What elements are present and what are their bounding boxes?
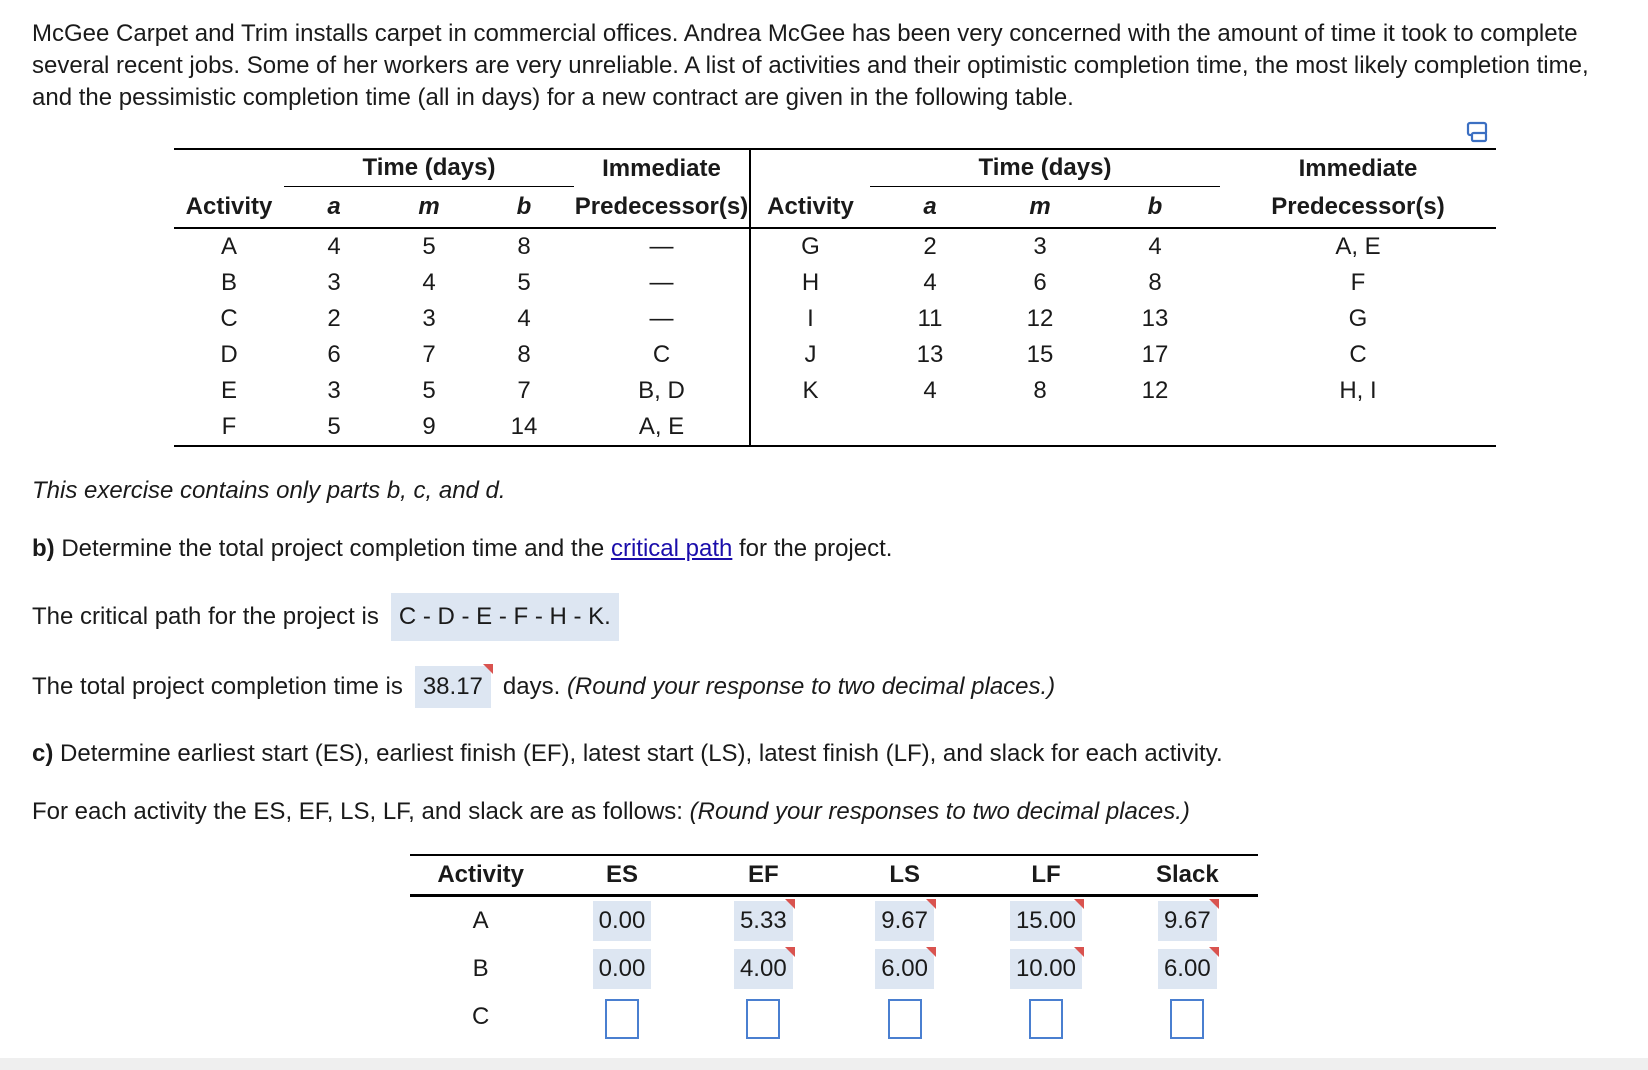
- activity-cell: A: [220, 233, 237, 260]
- activity-cell: F: [221, 413, 237, 440]
- activity-header-right: Activity: [750, 187, 870, 229]
- predecessor-header-right: Predecessor(s): [1271, 192, 1445, 220]
- b-cell: 7: [517, 377, 531, 404]
- a-header-left: a: [327, 193, 341, 220]
- a-cell: 3: [327, 269, 341, 296]
- time-days-header-right: Time (days): [870, 149, 1220, 187]
- part-b-label: b): [32, 535, 55, 562]
- part-c-prompt: [32, 740, 1223, 768]
- table-row: [410, 945, 1258, 993]
- activity-cell: B: [472, 955, 489, 982]
- foreach-instruction: [32, 798, 1190, 826]
- m-cell: 7: [422, 341, 436, 368]
- pred-cell: —: [649, 269, 674, 296]
- incorrect-flag-icon: [1074, 899, 1084, 909]
- foreach-hint: (Round your responses to two decimal places.): [689, 798, 1190, 825]
- critical-path-row: [32, 592, 619, 642]
- immediate-header-left: Immediate: [602, 154, 721, 182]
- activity-cell: D: [220, 341, 238, 368]
- activity-cell: G: [750, 228, 870, 265]
- pred-cell: H, I: [1339, 377, 1377, 404]
- pred-cell: A, E: [638, 413, 685, 440]
- pred-cell: C: [652, 341, 671, 368]
- pred-cell: G: [1348, 305, 1368, 332]
- table-row: [410, 896, 1258, 946]
- es-answer[interactable]: 0.00: [593, 949, 652, 989]
- total-time-answer[interactable]: [415, 666, 491, 708]
- ls-value: 6.00: [881, 955, 928, 982]
- slack-value: 9.67: [1163, 907, 1211, 934]
- a-cell: 11: [917, 305, 943, 332]
- pred-cell: A, E: [1335, 233, 1381, 260]
- part-b-text-after: for the project.: [739, 535, 893, 562]
- a-cell: 4: [923, 269, 937, 296]
- m-cell: [990, 409, 1090, 446]
- a-cell: 4: [327, 233, 341, 260]
- slack-input[interactable]: [1170, 999, 1204, 1039]
- activity-cell: A: [472, 907, 489, 934]
- m-cell: 4: [422, 269, 436, 296]
- ef-column-header: EF: [747, 861, 779, 888]
- problem-intro: McGee Carpet and Trim installs carpet in commercial offices. Andrea McGee has been very concerned with the amount of time it took to complete several recent jobs. Some of her workers are very unreliable. A list of activities and their optimistic completion time, the most likely completion time, and the pessimistic completion time (all in days) for a new contract are given in the following table.: [32, 20, 1589, 111]
- m-header-right: m: [1029, 193, 1051, 220]
- pred-cell: —: [649, 305, 674, 332]
- ls-column-header: LS: [889, 861, 920, 888]
- m-cell: 3: [422, 305, 436, 332]
- incorrect-flag-icon: [1074, 947, 1084, 957]
- foreach-text: For each activity the ES, EF, LS, LF, and slack are as follows:: [32, 798, 683, 825]
- total-time-hint: (Round your response to two decimal places.): [566, 673, 1056, 700]
- b-cell: 14: [510, 413, 538, 440]
- b-header-left: b: [516, 193, 532, 220]
- ls-input[interactable]: [888, 999, 922, 1039]
- m-cell: 3: [1033, 233, 1047, 260]
- a-cell: 6: [327, 341, 341, 368]
- print-icon[interactable]: [1466, 121, 1490, 143]
- predecessor-header-left: Predecessor(s): [574, 192, 749, 220]
- a-header-right: a: [923, 193, 937, 220]
- lf-answer[interactable]: [1010, 901, 1082, 941]
- activity-cell: C: [220, 305, 238, 332]
- m-cell: 6: [1033, 269, 1047, 296]
- m-cell: 8: [1033, 377, 1047, 404]
- activity-header-left: Activity: [185, 192, 273, 220]
- table-row: [174, 228, 1496, 265]
- activity-cell: J: [750, 337, 870, 373]
- activity-cell: [750, 409, 870, 446]
- schedule-table: [410, 854, 1258, 1041]
- a-cell: [870, 409, 990, 446]
- total-time-prefix: The total project completion time is: [32, 673, 403, 700]
- m-cell: 15: [1026, 341, 1054, 368]
- activity-table: [174, 148, 1496, 447]
- activity-cell: I: [750, 301, 870, 337]
- table-row: [174, 337, 1496, 373]
- m-cell: 12: [1026, 305, 1054, 332]
- part-b-prompt: [32, 535, 892, 563]
- lf-input[interactable]: [1029, 999, 1063, 1039]
- incorrect-flag-icon: [1209, 899, 1219, 909]
- b-cell: 17: [1141, 341, 1169, 368]
- part-c-label: c): [32, 740, 54, 767]
- slack-column-header: Slack: [1155, 861, 1219, 888]
- critical-path-answer[interactable]: C - D - E - F - H - K.: [391, 593, 619, 641]
- total-time-value: 38.17: [422, 673, 483, 700]
- a-cell: 3: [327, 377, 341, 404]
- ef-input[interactable]: [746, 999, 780, 1039]
- table-row: [174, 265, 1496, 301]
- table-row: [174, 301, 1496, 337]
- lf-column-header: LF: [1031, 861, 1061, 888]
- b-cell: 8: [1148, 269, 1162, 296]
- table-row: [410, 993, 1258, 1041]
- table-row: [174, 373, 1496, 409]
- a-cell: 13: [916, 341, 944, 368]
- m-header-left: m: [418, 193, 440, 220]
- b-cell: 13: [1141, 305, 1169, 332]
- incorrect-flag-icon: [1209, 947, 1219, 957]
- table-row: [174, 409, 1496, 446]
- critical-path-link[interactable]: critical path: [610, 535, 733, 562]
- b-cell: [1090, 409, 1220, 446]
- pred-cell: C: [1349, 341, 1367, 368]
- immediate-header-right: Immediate: [1298, 154, 1418, 182]
- slack-answer[interactable]: [1158, 901, 1217, 941]
- part-c-text: Determine earliest start (ES), earliest finish (EF), latest start (LS), latest finish (LF), and slack for each activity.: [60, 740, 1223, 767]
- time-days-header-left: Time (days): [284, 149, 574, 187]
- exercise-note: This exercise contains only parts b, c, and d.: [32, 477, 506, 504]
- incorrect-flag-icon: [926, 947, 936, 957]
- part-b-text-before: Determine the total project completion time and the: [61, 535, 605, 562]
- activity-column-header: Activity: [437, 861, 525, 888]
- pred-cell: —: [649, 233, 674, 260]
- pred-cell: [1220, 409, 1496, 446]
- total-time-row: [32, 664, 1055, 710]
- es-input[interactable]: [605, 999, 639, 1039]
- m-cell: 5: [422, 377, 436, 404]
- es-column-header: ES: [605, 861, 638, 888]
- lf-value: 15.00: [1015, 907, 1076, 934]
- es-answer[interactable]: 0.00: [593, 901, 652, 941]
- a-cell: 5: [327, 413, 341, 440]
- incorrect-flag-icon: [785, 899, 795, 909]
- slack-value: 6.00: [1163, 955, 1211, 982]
- activity-cell: E: [220, 377, 237, 404]
- critical-path-prefix: The critical path for the project is: [32, 603, 379, 630]
- b-cell: 8: [517, 233, 531, 260]
- incorrect-flag-icon: [926, 899, 936, 909]
- b-cell: 4: [517, 305, 531, 332]
- b-header-right: b: [1147, 193, 1163, 220]
- a-cell: 2: [327, 305, 341, 332]
- ls-value: 9.67: [881, 907, 928, 934]
- bottom-bar: [0, 1058, 1648, 1070]
- ls-answer[interactable]: [875, 949, 934, 989]
- ef-value: 5.33: [739, 907, 787, 934]
- b-cell: 12: [1141, 377, 1169, 404]
- activity-cell: C: [471, 1003, 490, 1030]
- m-cell: 5: [422, 233, 436, 260]
- ef-answer[interactable]: [734, 949, 793, 989]
- lf-value: 10.00: [1015, 955, 1076, 982]
- lf-answer[interactable]: [1010, 949, 1082, 989]
- b-cell: 5: [517, 269, 531, 296]
- incorrect-flag-icon: [785, 947, 795, 957]
- slack-answer[interactable]: [1158, 949, 1217, 989]
- m-cell: 9: [422, 413, 436, 440]
- pred-cell: F: [1350, 269, 1366, 296]
- pred-cell: B, D: [638, 377, 685, 404]
- b-cell: 4: [1148, 233, 1162, 260]
- a-cell: 4: [923, 377, 937, 404]
- ef-value: 4.00: [739, 955, 787, 982]
- total-time-suffix: days.: [502, 673, 561, 700]
- ef-answer[interactable]: [734, 901, 793, 941]
- a-cell: 2: [923, 233, 937, 260]
- b-cell: 8: [517, 341, 531, 368]
- activity-cell: H: [750, 265, 870, 301]
- activity-cell: B: [220, 269, 237, 296]
- ls-answer[interactable]: [875, 901, 934, 941]
- activity-cell: K: [750, 373, 870, 409]
- incorrect-flag-icon: [483, 664, 493, 674]
